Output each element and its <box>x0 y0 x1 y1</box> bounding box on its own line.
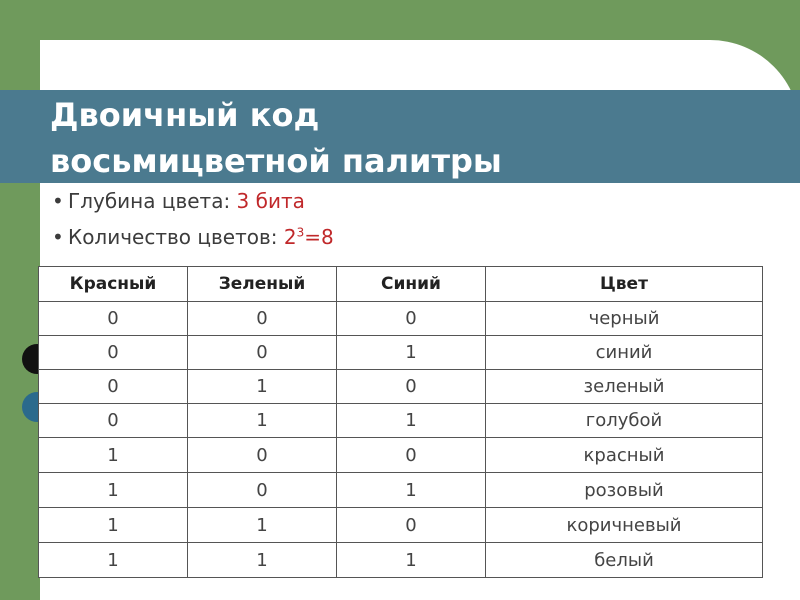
bullet-list <box>52 183 334 255</box>
cell-green: 0 <box>188 438 337 473</box>
cell-blue: 0 <box>337 508 486 543</box>
table-header-row <box>39 267 763 302</box>
table-row <box>39 302 763 336</box>
cell-blue: 1 <box>337 473 486 508</box>
header-red: Красный <box>39 267 188 302</box>
header-blue: Синий <box>337 267 486 302</box>
cell-red: 1 <box>39 543 188 578</box>
slide-title-line-1: Двоичный код <box>50 96 320 134</box>
cell-color-name: красный <box>486 438 763 473</box>
palette-table-wrapper <box>38 266 763 578</box>
cell-green: 0 <box>188 336 337 370</box>
table-row <box>39 473 763 508</box>
cell-red: 0 <box>39 302 188 336</box>
bullet-value <box>284 225 334 249</box>
bullet-color-count <box>52 219 334 255</box>
bullet-label: Количество цветов: <box>68 225 284 249</box>
cell-green: 1 <box>188 543 337 578</box>
power-result: =8 <box>304 225 334 249</box>
cell-red: 0 <box>39 336 188 370</box>
power-base: 2 <box>283 225 297 249</box>
power-exponent: 3 <box>296 225 305 240</box>
cell-blue: 0 <box>337 370 486 404</box>
table-row <box>39 508 763 543</box>
cell-green: 0 <box>188 302 337 336</box>
cell-green: 1 <box>188 404 337 438</box>
table-row <box>39 370 763 404</box>
table-row <box>39 404 763 438</box>
cell-color-name: белый <box>486 543 763 578</box>
header-green: Зеленый <box>188 267 337 302</box>
table-row <box>39 336 763 370</box>
slide-title <box>50 92 502 184</box>
cell-color-name: черный <box>486 302 763 336</box>
bullet-color-depth <box>52 183 334 219</box>
bullet-icon: • <box>52 225 64 249</box>
bullet-value: 3 бита <box>236 189 305 213</box>
cell-red: 0 <box>39 404 188 438</box>
table-row <box>39 438 763 473</box>
cell-blue: 0 <box>337 438 486 473</box>
cell-green: 1 <box>188 370 337 404</box>
cell-color-name: зеленый <box>486 370 763 404</box>
table-row <box>39 543 763 578</box>
cell-blue: 0 <box>337 302 486 336</box>
slide-title-line-2: восьмицветной палитры <box>50 142 502 180</box>
cell-blue: 1 <box>337 543 486 578</box>
cell-color-name: коричневый <box>486 508 763 543</box>
cell-color-name: розовый <box>486 473 763 508</box>
bullet-label: Глубина цвета: <box>68 189 237 213</box>
cell-color-name: синий <box>486 336 763 370</box>
header-color: Цвет <box>486 267 763 302</box>
cell-green: 1 <box>188 508 337 543</box>
cell-green: 0 <box>188 473 337 508</box>
cell-blue: 1 <box>337 336 486 370</box>
cell-red: 0 <box>39 370 188 404</box>
cell-blue: 1 <box>337 404 486 438</box>
palette-table <box>38 266 763 578</box>
cell-color-name: голубой <box>486 404 763 438</box>
cell-red: 1 <box>39 473 188 508</box>
cell-red: 1 <box>39 438 188 473</box>
bullet-icon: • <box>52 189 64 213</box>
cell-red: 1 <box>39 508 188 543</box>
